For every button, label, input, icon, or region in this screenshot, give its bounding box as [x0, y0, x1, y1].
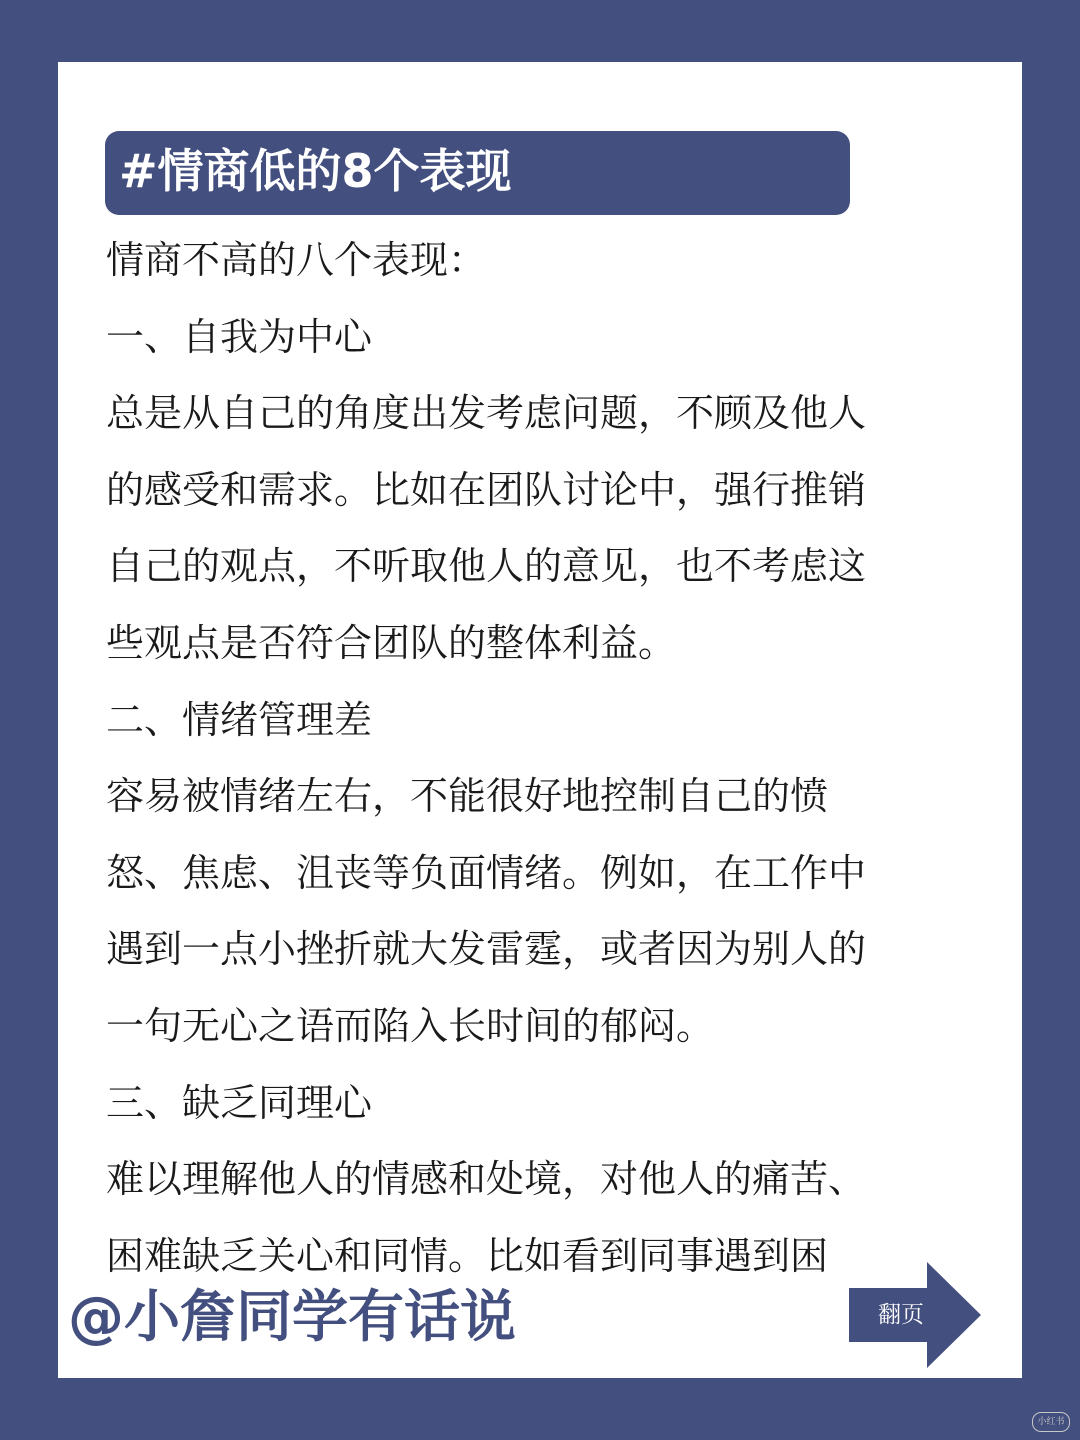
- next-page-label: 翻页: [878, 1302, 924, 1328]
- page-title: #情商低的8个表现: [119, 144, 512, 198]
- intro-line: 情商不高的八个表现：: [106, 238, 487, 282]
- paragraph-line: 的感受和需求。比如在团队讨论中，强行推销: [106, 467, 867, 512]
- section-heading-2: 二、情绪管理差: [106, 697, 373, 742]
- next-page-button[interactable]: [849, 1262, 981, 1368]
- author-signature: @小詹同学有话说: [68, 1285, 516, 1350]
- paragraph-line: 遇到一点小挫折就大发雷霆，或者因为别人的: [106, 927, 867, 972]
- paragraph-line: 难以理解他人的情感和处境，对他人的痛苦、: [106, 1157, 867, 1202]
- paragraph-line: 总是从自己的角度出发考虑问题，不顾及他人: [106, 391, 867, 436]
- paragraph-line: 些观点是否符合团队的整体利益。: [106, 620, 677, 665]
- paragraph-line: 困难缺乏关心和同情。比如看到同事遇到困: [106, 1233, 829, 1278]
- paragraph-line: 一句无心之语而陷入长时间的郁闷。: [106, 1003, 715, 1048]
- article-body: [106, 222, 966, 1294]
- title-banner: [105, 131, 850, 215]
- paragraph-line: 容易被情绪左右，不能很好地控制自己的愤: [106, 774, 829, 819]
- paragraph-line: 自己的观点，不听取他人的意见，也不考虑这: [106, 544, 867, 589]
- section-heading-1: 一、自我为中心: [106, 314, 373, 359]
- paragraph-line: 怒、焦虑、沮丧等负面情绪。例如，在工作中: [106, 850, 867, 895]
- watermark-logo: 小红书: [1032, 1412, 1070, 1432]
- section-heading-3: 三、缺乏同理心: [106, 1080, 373, 1125]
